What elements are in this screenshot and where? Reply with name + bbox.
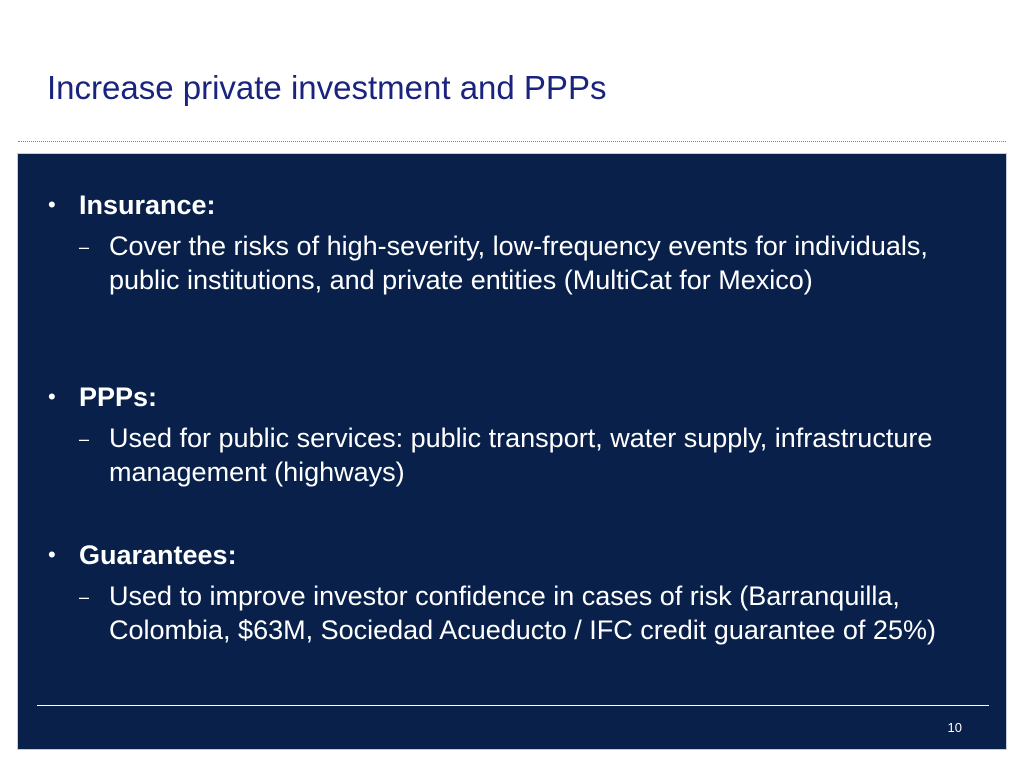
bullet-heading: PPPs: (79, 382, 158, 412)
dash-icon: – (79, 587, 90, 607)
bullet-icon: • (48, 384, 56, 409)
sub-bullet-text: Used for public services: public transport, water supply, infrastructure management (highways) (109, 423, 933, 487)
dash-icon: – (79, 237, 90, 257)
bullet-icon: • (48, 192, 56, 217)
page-number: 10 (947, 720, 962, 735)
title-divider (18, 141, 1006, 142)
bullet-heading: Insurance: (79, 190, 216, 220)
footer-divider (37, 705, 989, 706)
bullet-icon: • (48, 542, 56, 567)
slide-title: Increase private investment and PPPs (47, 69, 607, 106)
sub-bullet-text: Cover the risks of high-severity, low-frequency events for individuals, public institutions, and private entities (MultiCat for Mexico) (109, 231, 928, 295)
sub-bullet-text: Used to improve investor confidence in cases of risk (Barranquilla, Colombia, $63M, Sociedad Acueducto / IFC credit guarantee of 25%) (109, 581, 936, 645)
dash-icon: – (79, 429, 90, 449)
content-panel (17, 153, 1007, 750)
bullet-heading: Guarantees: (79, 540, 237, 570)
